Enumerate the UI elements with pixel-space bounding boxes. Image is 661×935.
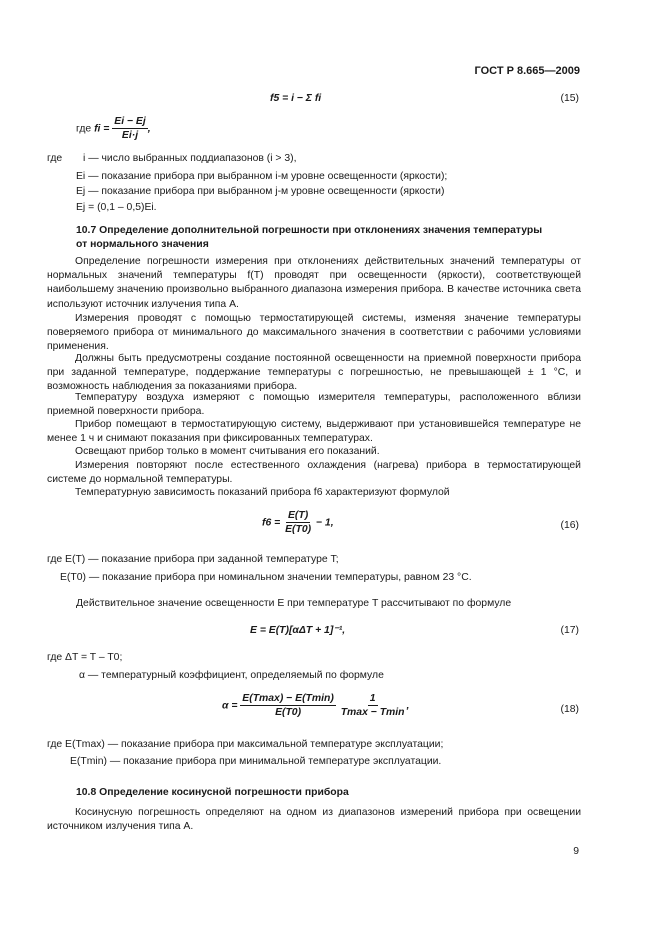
section-10-7-title-cont: от нормального значения (76, 239, 209, 250)
eq18-numerator-2: 1 (369, 693, 376, 704)
equation-15-number: (15) (560, 93, 579, 104)
equation-15-where: где fi = $\frac{Ei - Ej}{Ei\cdot j}$ , (76, 116, 151, 141)
section-10-7-paragraph: Освещают прибор только в момент считывания его показаний. (75, 446, 380, 457)
eq18-tail: , (406, 700, 410, 712)
defs17-item: где ΔT = T – T0; (47, 652, 123, 663)
eq17-intro: Действительное значение освещенности E при температуре T рассчитывают по формуле (76, 598, 512, 609)
eq16-denominator: E(T0) (285, 524, 312, 535)
defs15-item: Ej = (0,1 – 0,5)Ei. (76, 202, 157, 213)
eq18-numerator-1: E(Tmax) − E(Tmin) (242, 693, 334, 704)
eq18-denominator-2: Tmax − Tmin (340, 707, 405, 718)
defs15-prefix: где (47, 153, 63, 164)
equation-17: E = E(T)[αΔT + 1]⁻¹, (250, 625, 346, 636)
eq18-lhs: α = (222, 700, 238, 712)
defs16-item: E(T0) — показание прибора при номинальном значении температуры, равном 23 °С. (60, 572, 472, 583)
eq16-fraction (283, 510, 313, 535)
defs18-item: где E(Tmax) — показание прибора при максимальной температуре эксплуатации; (47, 739, 444, 750)
equation-16-number: (16) (560, 520, 579, 531)
eq16-numerator: E(T) (287, 510, 309, 521)
eq18-denominator-1: E(T0) (275, 707, 302, 718)
where-prefix: где (76, 123, 92, 135)
fi-fraction (112, 116, 147, 141)
defs17-item: α — температурный коэффициент, определяемый по формуле (79, 670, 384, 681)
equation-15: f5 = i − Σ fi (270, 93, 322, 104)
equation-18 (222, 693, 409, 718)
section-10-7-paragraph: Измерения повторяют после естественного охлаждения (нагрева) прибора в термостатирующей системе до нормальной температуры. (47, 460, 581, 486)
defs16-item: где E(T) — показание прибора при заданной температуре T; (47, 554, 339, 565)
equation-17-number: (17) (560, 625, 579, 636)
section-10-7-paragraph: Должны быть предусмотрены создание постоянной освещенности на приемной поверхности прибора при заданной температуре, поддержание температуры с погрешностью, не превышающей ± 1 °С, и возможность наблюдения за показаниями прибора. (47, 353, 581, 393)
section-10-8-title: 10.8 Определение косинусной погрешности прибора (76, 787, 349, 798)
fi-numerator: Ei − Ej (114, 116, 146, 127)
section-10-7-paragraph: Измерения проводят с помощью термостатирующей системы, изменяя значение температуры поверяемого прибора от минимального до максимального значения в соответствии с рабочими условиями применения. (47, 313, 581, 353)
section-10-7-title: 10.7 Определение дополнительной погрешности при отклонениях значения температуры (76, 225, 543, 236)
eq18-fraction-1 (240, 693, 336, 718)
section-10-7-paragraph: Прибор помещают в термостатирующую систему, выдерживают при установившейся температуре не менее 1 ч и снимают показания при фиксированных температурах. (47, 419, 581, 445)
eq16-tail: − 1, (315, 517, 334, 529)
section-10-8-paragraph: Косинусную погрешность определяют на одном из диапазонов измерений прибора при освещении источником излучения типа А. (47, 807, 581, 833)
fi-lhs: fi = (94, 123, 110, 135)
defs18-item: E(Tmin) — показание прибора при минимальной температуре эксплуатации. (70, 756, 442, 767)
defs15-item: Ej — показание прибора при выбранном j-м уровне освещенности (яркости) (76, 186, 445, 197)
eq18-fraction-2 (339, 693, 407, 718)
section-10-7-paragraph: Определение погрешности измерения при отклонениях действительных значений температуры от нормальных значений температуры f(T) проводят при освещенности (яркости), соответствующей наибольшему значению произвольно выбранного диапазона измерения прибора. В качестве источника света используют источник излучения типа А. (47, 256, 581, 310)
section-10-7-paragraph: Температуру воздуха измеряют с помощью измерителя температуры, расположенного вблизи приемной поверхности прибора. (47, 392, 581, 418)
equation-16 (262, 510, 334, 535)
defs15-item: Ei — показание прибора при выбранном i-м уровне освещенности (яркости); (76, 171, 448, 182)
section-10-7-paragraph: Температурную зависимость показаний прибора f6 характеризуют формулой (75, 487, 450, 498)
eq16-lhs: f6 = (262, 517, 281, 529)
page-number: 9 (573, 846, 579, 857)
defs15-item: i — число выбранных поддиапазонов (i > 3), (83, 153, 297, 164)
standard-header: ГОСТ Р 8.665—2009 (474, 65, 580, 77)
fi-denominator: Ei·j (121, 130, 139, 141)
equation-18-number: (18) (560, 704, 579, 715)
